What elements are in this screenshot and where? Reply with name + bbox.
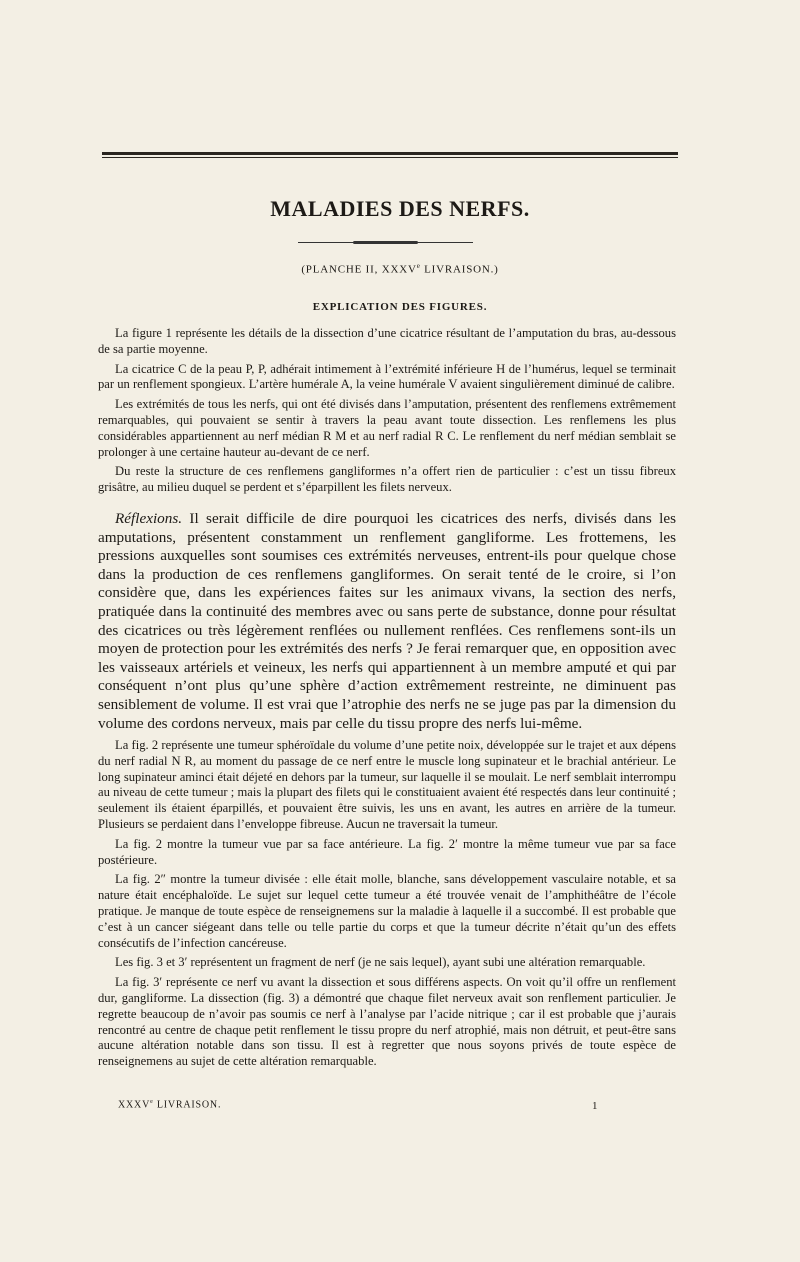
paragraph: Les fig. 3 et 3′ représentent un fragment de nerf (je ne sais lequel), ayant subi une altération remarquable. [115,955,646,970]
thick-rule-line [102,152,678,155]
explanation-text-bottom [98,738,676,1074]
page-number: 1 [592,1100,598,1112]
reflexions-section [98,510,676,733]
reflexions-label: Réflexions. [115,510,183,527]
paragraph: Du reste la structure de ces renflemens gangliformes n’a offert rien de particulier : c’est un tissu fibreux grisâtre, au milieu duquel se perdent et s’éparpillent les filets nerveux. [98,464,676,495]
title-ornament [298,240,473,246]
plate-reference-superscript: e [416,262,421,270]
footer-signature-suffix: LIVRAISON. [153,1099,222,1111]
thin-rule-line [102,157,678,158]
paragraph: La fig. 2 montre la tumeur vue par sa face antérieure. La fig. 2′ montre la même tumeur vue par sa face postérieure. [98,836,676,867]
paragraph: La fig. 2 représente une tumeur sphéroïdale du volume d’une petite noix, développée sur le trajet et aux dépens du nerf radial N R, au moment du passage de ce nerf entre le muscle long supinateur et le brachial antérieur. Le long supinateur aminci était déjeté en dehors par la tumeur, sur laquelle il se moulait. Le nerf semblait interrompu au niveau de cette tumeur ; mais la plupart des filets qui le constituaient avaient été respectés dans leur continuité ; seulement ils étaient éparpillés, et pouvaient être suivis, les uns en avant, les autres en arrière de la tumeur. Plusieurs se perdaient dans l’enveloppe fibreuse. Aucun ne traversait la tumeur. [98,738,676,831]
ornament-center [353,241,418,244]
plate-reference-suffix: LIVRAISON.) [420,263,499,276]
footer-signature-superscript: e [150,1099,154,1105]
section-heading: EXPLICATION DES FIGURES. [312,301,488,313]
paragraph: La cicatrice C de la peau P, P, adhérait intimement à l’extrémité inférieure H de l’humérus, lequel se terminait par un renflement spongieux. L’artère humérale A, la veine humérale V avaient singulièrement diminué de calibre. [98,361,676,392]
page-title: MALADIES DES NERFS. [270,196,530,221]
reflexions-paragraph [98,510,676,733]
paragraph: Les extrémités de tous les nerfs, qui ont été divisés dans l’amputation, présentent des renflemens extrêmement remarquables, qui pouvaient se sentir à travers la peau avant toute dissection. Les renflemens les plus considérables appartiennent au nerf médian R M et au nerf radial R C. Le renflement du nerf médian semblait se prolonger à une certaine hauteur au-devant de ce nerf. [98,397,676,459]
double-rule [102,152,678,159]
plate-reference [0,262,800,276]
paragraph: La figure 1 représente les détails de la dissection d’une cicatrice résultant de l’amputation du bras, au-dessous de sa partie moyenne. [98,326,676,356]
paragraph: La fig. 2″ montre la tumeur divisée : elle était molle, blanche, sans développement vasculaire notable, et sa nature était encéphaloïde. Le sujet sur lequel cette tumeur a été trouvée venait de l’amphithéâtre de l’école pratique. Je manque de toute espèce de renseignemens sur la maladie à laquelle il a succombé. Il est probable que c’est à un cancer siégeant dans telle ou telle partie du corps et que la tumeur décrite n’était qu’un des effets consécutifs de l’infection cancéreuse. [98,872,676,950]
footer-signature [118,1099,221,1110]
paragraph: La fig. 3′ représente ce nerf vu avant la dissection et sous différens aspects. On voit qu’il offre un renflement dur, gangliforme. La dissection (fig. 3) a démontré que chaque filet nerveux avait son renflement particulier. Je regrette beaucoup de n’avoir pas soumis ce nerf à l’analyse par l’acide nitrique ; car il est probable que j’aurais rencontré au centre de chaque petit renflement le tissu propre du nerf atrophié, mais non détruit, et peut-être sans aucune altération notable dans son tissu. Il est à regretter que nous soyons privés de toute espèce de renseignemens au sujet de cette altération remarquable. [98,975,676,1069]
explanation-text-top [98,326,676,500]
plate-reference-text: (PLANCHE II, XXXV [301,263,417,276]
footer-signature-text: XXXV [118,1099,151,1111]
reflexions-text: Il serait difficile de dire pourquoi les cicatrices des nerfs, divisés dans les amputations, présentent constamment un renflement gangliforme. Les frottemens, les pressions auxquelles sont soumises ces extrémités nerveuses, entrent-ils pour quelque chose dans la production de ces renflemens gangliformes. On serait tenté de le croire, si l’on considère que, dans les expériences faites sur les animaux vivans, la section des nerfs, pratiquée dans la continuité des membres avec ou sans perte de substance, donne pour résultat des cicatrices ou très légèrement renflées ou nullement renflées. Ces renflemens sont-ils un moyen de protection pour les extrémités des nerfs ? Je ferai remarquer que, en opposition avec les vaisseaux artériels et veineux, les nerfs qui appartiennent à un membre amputé et qui par conséquent n’ont plus qu’une sphère d’action extrêmement restreinte, ne diminuent pas sensiblement de volume. Il est vrai que l’atrophie des nerfs ne se juge pas par la dimension du volume des cordons nerveux, mais par celle du tissu propre des nerfs lui-même. [98,510,676,732]
